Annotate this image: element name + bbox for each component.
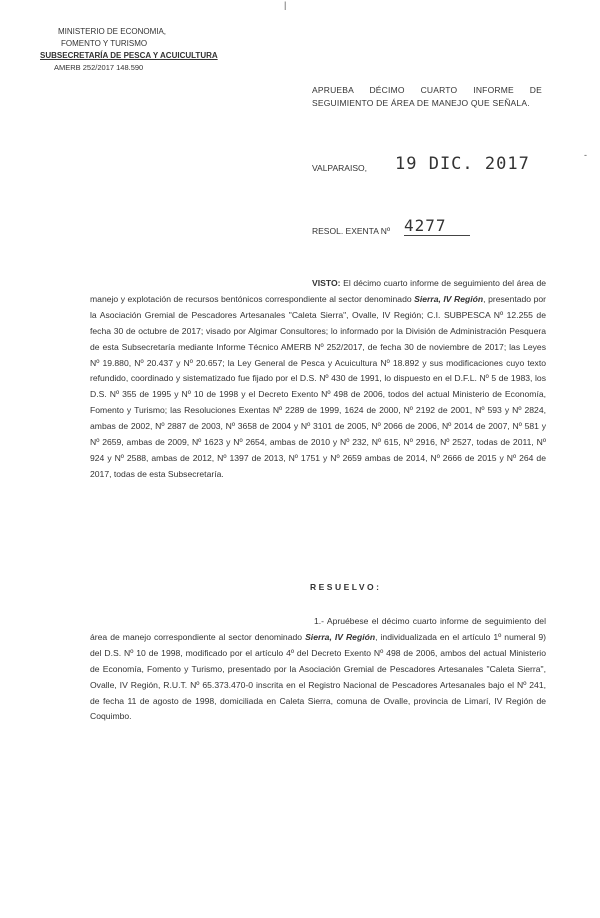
place-label: VALPARAISO, [312, 163, 367, 173]
reference-line: AMERB 252/2017 148.590 [54, 63, 144, 72]
resolution-number-label: RESOL. EXENTA Nº [312, 226, 391, 236]
ministry-line-2: FOMENTO Y TURISMO [61, 39, 148, 48]
resolution-point-1 [90, 614, 546, 725]
point1-sector: Sierra, IV Región [305, 631, 376, 642]
subsecretaria-line: SUBSECRETARÍA DE PESCA Y ACUICULTURA [40, 51, 218, 60]
visto-text-2: , presentado por la Asociación Gremial de Pescadores Artesanales "Caleta Sierra", Ovalle, IV Región; C.I. SUBPESCA Nº 12.255 de fecha 30 de octubre de 2017; visado por Algimar Consultores; lo informado por la División de Administración Pesquera de esta Subsecretaría mediante Informe Técnico AMERB Nº 252/2017, de fecha 30 de noviembre de 2017; las Leyes Nº 19.880, Nº 20.437 y Nº 20.657; la Ley General de Pesca y Acuicultura Nº 18.892 y sus modificaciones cuyo texto refundido, coordinado y sistematizado fue fijado por el D.S. Nº 430 de 1991, lo dispuesto en el D.F.L. Nº 5 de 1983, los D.S. Nº 355 de 1995 y Nº 10 de 1998 y el Decreto Exento Nº 498 de 2006, todos del actual Ministerio de Economía, Fomento y Turismo; las Resoluciones Exentas Nº 2289 de 1999, 1624 de 2000, Nº 2192 de 2001, Nº 593 y Nº 2824, ambas de 2002, Nº 2887 de 2003, Nº 3658 de 2004 y Nº 3101 de 2005, Nº 2066 de 2006, Nº 2014 de 2007, Nº 581 y Nº 2659, ambas de 2009, Nº 1623 y Nº 2654, ambas de 2010 y Nº 232, Nº 615, Nº 2916, Nº 2527, todas de 2011, Nº 924 y Nº 2588, ambas de 2012, Nº 1397 de 2013, Nº 1751 y Nº 2659 ambas de 2014, Nº 2666 de 2015 y Nº 264 de 2017, todas de esta Subsecretaría. [90, 293, 546, 479]
resolution-number: 4277 [404, 216, 470, 236]
visto-sector: Sierra, IV Región [414, 293, 484, 304]
date-stamp: 19 DIC. 2017 [395, 154, 530, 174]
visto-lead: VISTO: [312, 278, 341, 288]
resuelvo-heading: RESUELVO: [310, 582, 382, 592]
ministry-line-1: MINISTERIO DE ECONOMIA, [58, 27, 167, 36]
letterhead [40, 26, 240, 74]
visto-paragraph [90, 276, 546, 483]
point1-text-2: , individualizada en el artículo 1º numeral 9) del D.S. Nº 10 de 1998, modificado por el artículo 4º del Decreto Exento Nº 498 de 2006, ambos del actual Ministerio de Economía, Fomento y Turismo, presentado por la Asociación Gremial de Pescadores Artesanales "Caleta Sierra", Ovalle, IV Región, R.U.T. Nº 65.373.470-0 inscrita en el Registro Nacional de Pescadores Artesanales bajo el Nº 241, de fecha 11 de agosto de 1998, domiciliada en Caleta Sierra, comuna de Ovalle, provincia de Limarí, IV Región de Coquimbo. [90, 631, 547, 722]
resolution-summary: APRUEBA DÉCIMO CUARTO INFORME DE SEGUIMIENTO DE ÁREA DE MANEJO QUE SEÑALA. [312, 85, 542, 108]
point1-text-1: 1.- Apruébese el décimo cuarto informe de seguimiento del área de manejo correspondiente al sector denominado [90, 616, 546, 642]
margin-mark: - [584, 150, 587, 160]
top-scan-mark: | [284, 0, 287, 10]
visto-text-1: El décimo cuarto informe de seguimiento del área de manejo y explotación de recursos bentónicos correspondiente al sector denominado [90, 278, 546, 304]
